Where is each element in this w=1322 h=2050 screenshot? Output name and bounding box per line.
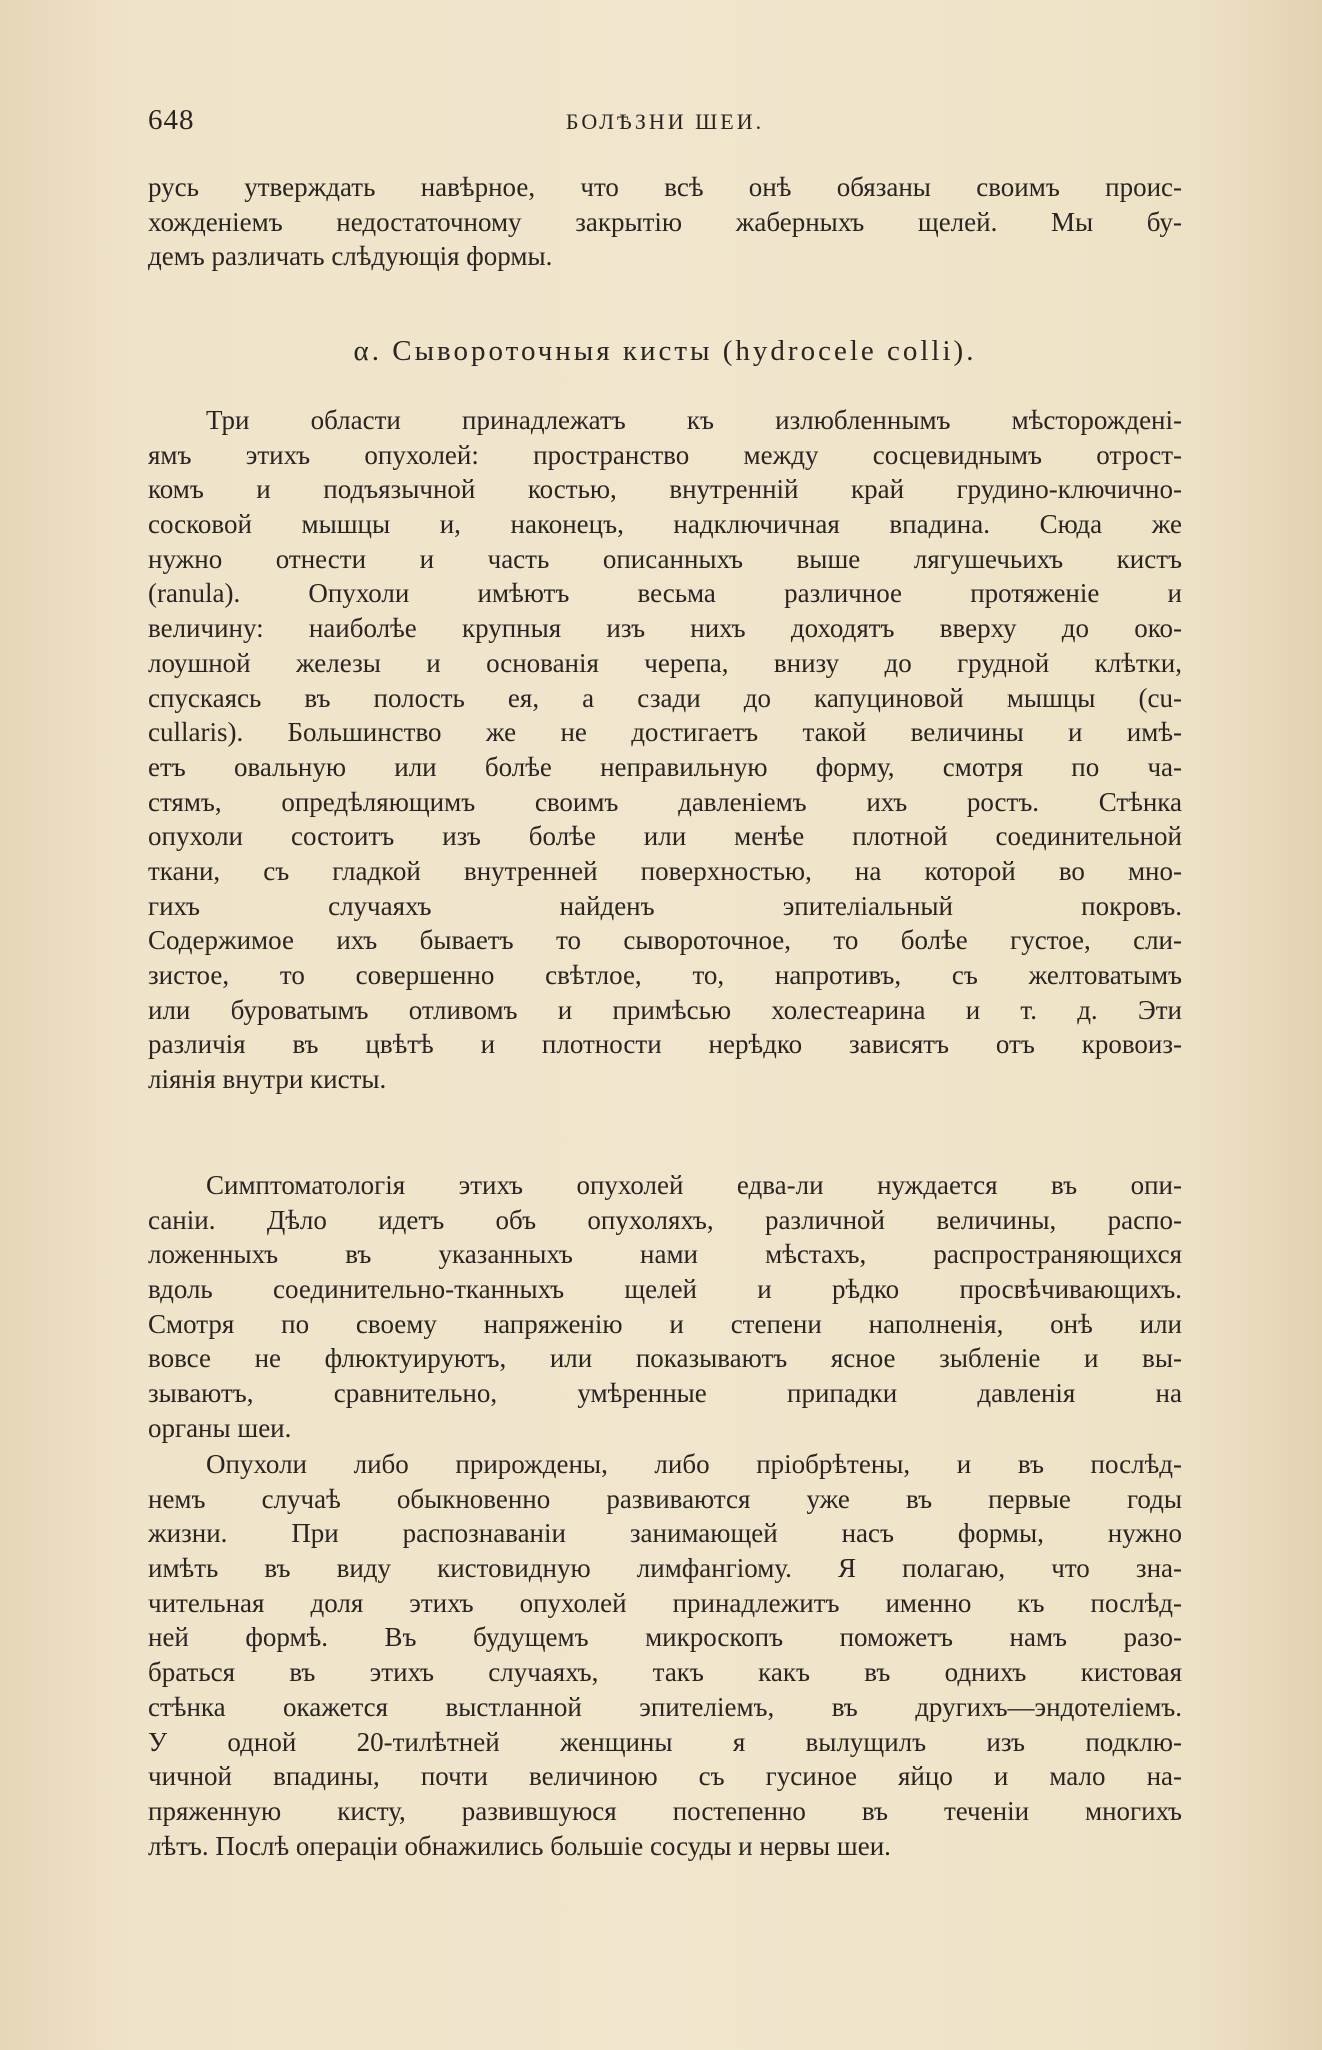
text-line: имѣть въ виду кистовидную лимфангiому. Я полагаю, что зна- <box>148 1553 1182 1584</box>
text-line: немъ случаѣ обыкновенно развиваются уже въ первые годы <box>148 1483 1182 1514</box>
text-line: русь утверждать навѣрное, что всѣ онѣ обязаны своимъ проис- <box>148 172 1182 202</box>
page-number: 648 <box>148 104 195 136</box>
text-line: У одной 20-тилѣтней женщины я вылущилъ изъ подклю- <box>148 1726 1182 1757</box>
text-line: опухоли состоитъ изъ болѣе или менѣе плотной соединительной <box>148 821 1182 852</box>
running-head: БОЛѢЗНИ ШЕИ. <box>565 109 765 134</box>
text-line: cullaris). Большинство же не достигаетъ такой величины и имѣ- <box>148 717 1182 748</box>
text-line: Смотря по своему напряженiю и степени наполненiя, онѣ или <box>148 1308 1182 1339</box>
text-line: или буроватымъ отливомъ и примѣсью холестеарина и т. д. Эти <box>148 994 1182 1025</box>
paragraph-symptomatology <box>148 1168 1182 1446</box>
text-line: величину: наиболѣе крупныя изъ нихъ доходятъ вверху до око- <box>148 613 1182 644</box>
text-line: различiя въ цвѣтѣ и плотности нерѣдко зависятъ отъ кровоиз- <box>148 1029 1182 1060</box>
text-line: комъ и подъязычной костью, внутреннiй край грудино-ключично- <box>148 474 1182 505</box>
text-line: нужно отнести и часть описанныхъ выше лягушечьихъ кистъ <box>148 543 1182 574</box>
text-line: чичной впадины, почти величиною съ гусиное яйцо и мало на- <box>148 1761 1182 1792</box>
paragraph-locations <box>148 403 1182 1097</box>
text-line: (ranula). Опухоли имѣютъ весьма различное протяженiе и <box>148 578 1182 609</box>
text-line: ямъ этихъ опухолей: пространство между сосцевиднымъ отрост- <box>148 439 1182 470</box>
text-line: вовсе не флюктуируютъ, или показываютъ ясное зыбленiе и вы- <box>148 1343 1182 1374</box>
text-line: органы шеи. <box>148 1412 292 1443</box>
text-line: лiянiя внутри кисты. <box>148 1064 387 1095</box>
page-header <box>148 104 1182 144</box>
text-line: Симптоматологiя этихъ опухолей едва-ли нуждается въ опи- <box>206 1170 1182 1200</box>
text-line: ткани, съ гладкой внутренней поверхностью, на которой во мно- <box>148 855 1182 886</box>
text-line: браться въ этихъ случаяхъ, такъ какъ въ однихъ кистовая <box>148 1657 1182 1688</box>
text-line: сосковой мышцы и, наконецъ, надключичная впадина. Сюда же <box>148 509 1182 540</box>
text-line: вдоль соединительно-тканныхъ щелей и рѣдко просвѣчивающихъ. <box>148 1274 1182 1305</box>
section-heading: α. Сывороточныя кисты (hydrocele colli). <box>353 335 977 367</box>
text-line: чительная доля этихъ опухолей принадлежитъ именно къ послѣд- <box>148 1587 1182 1618</box>
text-line: пряженную кисту, развившуюся постепенно въ теченiи многихъ <box>148 1795 1182 1826</box>
text-line: Опухоли либо прирождены, либо прiобрѣтены, и въ послѣд- <box>206 1449 1182 1479</box>
text-line: санiи. Дѣло идетъ объ опухоляхъ, различной величины, распо- <box>148 1204 1182 1235</box>
text-line: хожденіемъ недостаточному закрытію жаберныхъ щелей. Мы бу- <box>148 206 1182 237</box>
text-line: гихъ случаяхъ найденъ эпителiальный покровъ. <box>148 890 1182 921</box>
text-line: стямъ, опредѣляющимъ своимъ давленiемъ ихъ ростъ. Стѣнка <box>148 786 1182 817</box>
paragraph-origin <box>148 1447 1182 1863</box>
text-line: демъ различать слѣдующія формы. <box>148 241 553 272</box>
text-line: зистое, то совершенно свѣтлое, то, напротивъ, съ желтоватымъ <box>148 960 1182 990</box>
text-line: лоушной железы и основанiя черепа, внизу до грудной клѣтки, <box>148 647 1182 678</box>
text-line: зываютъ, сравнительно, умѣренные припадки давленiя на <box>148 1378 1182 1409</box>
text-line: ней формѣ. Въ будущемъ микроскопъ поможетъ намъ разо- <box>148 1622 1182 1653</box>
text-line: Содержимое ихъ бываетъ то сывороточное, то болѣе густое, сли- <box>148 925 1182 956</box>
text-line: Три области принадлежатъ къ излюбленнымъ мѣсторожденi- <box>206 405 1182 435</box>
paragraph-intro <box>148 170 1182 274</box>
text-line: жизни. При распознаванiи занимающей насъ формы, нужно <box>148 1518 1182 1549</box>
text-line: стѣнка окажется выстланной эпителiемъ, въ другихъ—эндотелiемъ. <box>148 1691 1182 1722</box>
text-line: спускаясь въ полость ея, а сзади до капуциновой мышцы (cu- <box>148 682 1182 713</box>
text-line: лѣтъ. Послѣ операцiи обнажились большiе сосуды и нервы шеи. <box>148 1830 891 1861</box>
text-line: етъ овальную или болѣе неправильную форму, смотря по ча- <box>148 751 1182 782</box>
text-line: ложенныхъ въ указанныхъ нами мѣстахъ, распространяющихся <box>148 1239 1182 1270</box>
